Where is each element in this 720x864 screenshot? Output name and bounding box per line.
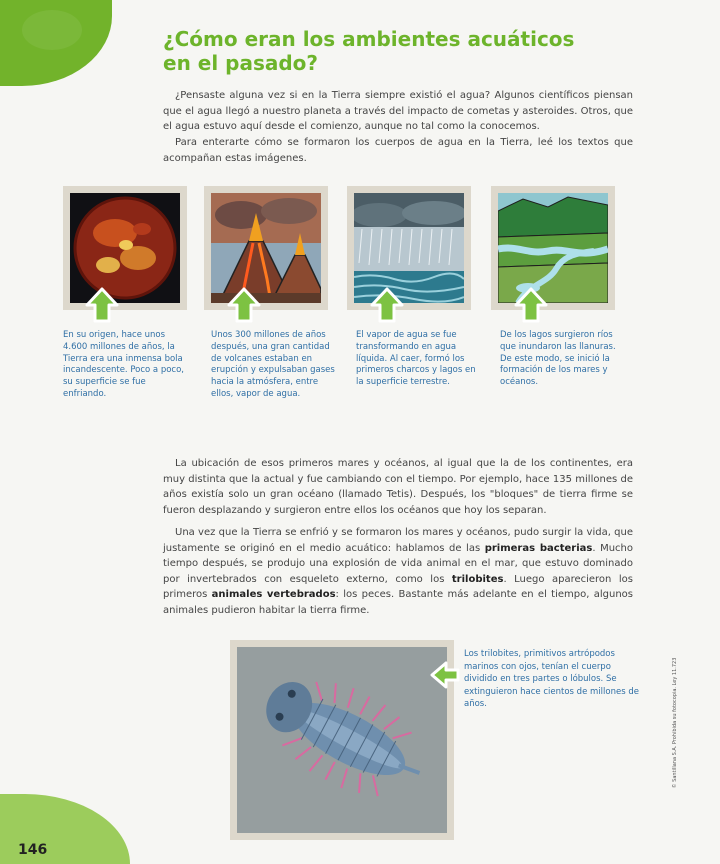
arrow-left-icon <box>430 661 460 689</box>
image-frame-volcanoes <box>204 186 328 310</box>
intro-paragraph-2: Para enterarte cómo se formaron los cuerpos de agua en la Tierra, leé los textos que acompañan estas imágenes. <box>163 137 633 164</box>
body-paragraph-2: Una vez que la Tierra se enfrió y se formaron los mares y océanos, pudo surgir la vida, que justamente se originó en el medio acuático: hablamos de las primeras bacterias. Mucho tiempo después, se produjo una explosión de vida animal en el mar, que estuvo dominado por invertebrados con esqueleto externo, como los trilobites. Luego aparecieron los primeros animales vertebrados: los peces. Bastante más adelante en el tiempo, algunos animales pudieron habitar la tierra firme. <box>163 527 633 616</box>
image-frame-molten-earth <box>63 186 187 310</box>
title-line-2: en el pasado? <box>163 51 319 75</box>
page-number: 146 <box>18 842 48 858</box>
term-animales-vertebrados: animales vertebrados <box>211 589 336 600</box>
arrow-up-icon <box>85 287 119 325</box>
term-trilobites: trilobites <box>451 573 504 585</box>
caption-molten-earth: En su origen, hace unos 4.600 millones de años, la Tierra era una inmensa bola incandescente. Poco a poco, su superficie se fue enfriando. <box>63 330 185 399</box>
arrow-up-icon <box>227 287 261 325</box>
arrow-up-icon <box>370 287 404 325</box>
arrow-up-icon <box>514 287 548 325</box>
image-frame-rain <box>347 186 471 310</box>
page-title <box>163 27 574 75</box>
body-paragraph-1: La ubicación de esos primeros mares y océanos, al igual que la de los continentes, era muy distinta que la actual y fue cambiando con el tiempo. Por ejemplo, hace 135 millones de años existía solo un gran océano (llamado Tetis). Después, los "bloques" de tierra firme se fueron desplazando y surgieron entre ellos los océanos que hoy los separan. <box>163 458 633 516</box>
copyright-notice: © Santillana S.A. Prohibida su fotocopia. Ley 11.723 <box>672 657 678 789</box>
trilobite-illustration <box>237 647 447 833</box>
term-primeras-bacterias: primeras bacterias <box>484 542 593 554</box>
title-line-1: ¿Cómo eran los ambientes acuáticos <box>163 27 575 51</box>
caption-rain: El vapor de agua se fue transformando en agua líquida. Al caer, formó los primeros charcos y lagos en la superficie terrestre. <box>356 330 476 388</box>
caption-rivers: De los lagos surgieron ríos que inundaron las llanuras. De este modo, se inició la formación de los mares y océanos. <box>500 330 616 388</box>
caption-volcanoes: Unos 300 millones de años después, una gran cantidad de volcanes estaban en erupción y expulsaban gases hacia la atmósfera, entre ellos, vapor de agua. <box>211 330 335 399</box>
caption-trilobite: Los trilobites, primitivos artrópodos marinos con ojos, tenían el cuerpo dividido en tres partes o lóbulos. Se extinguieron hace cientos de millones de años. <box>464 649 639 709</box>
image-frame-trilobite <box>230 640 454 840</box>
image-frame-rivers <box>491 186 615 310</box>
corner-decoration-top <box>0 0 112 86</box>
intro-paragraph-1: ¿Pensaste alguna vez si en la Tierra siempre existió el agua? Algunos científicos piensan que el agua llegó a nuestro planeta a través del impacto de cometas y asteroides. Otros, que el agua estuvo aquí desde el comienzo, aunque no tal como la conocemos. <box>163 90 633 132</box>
